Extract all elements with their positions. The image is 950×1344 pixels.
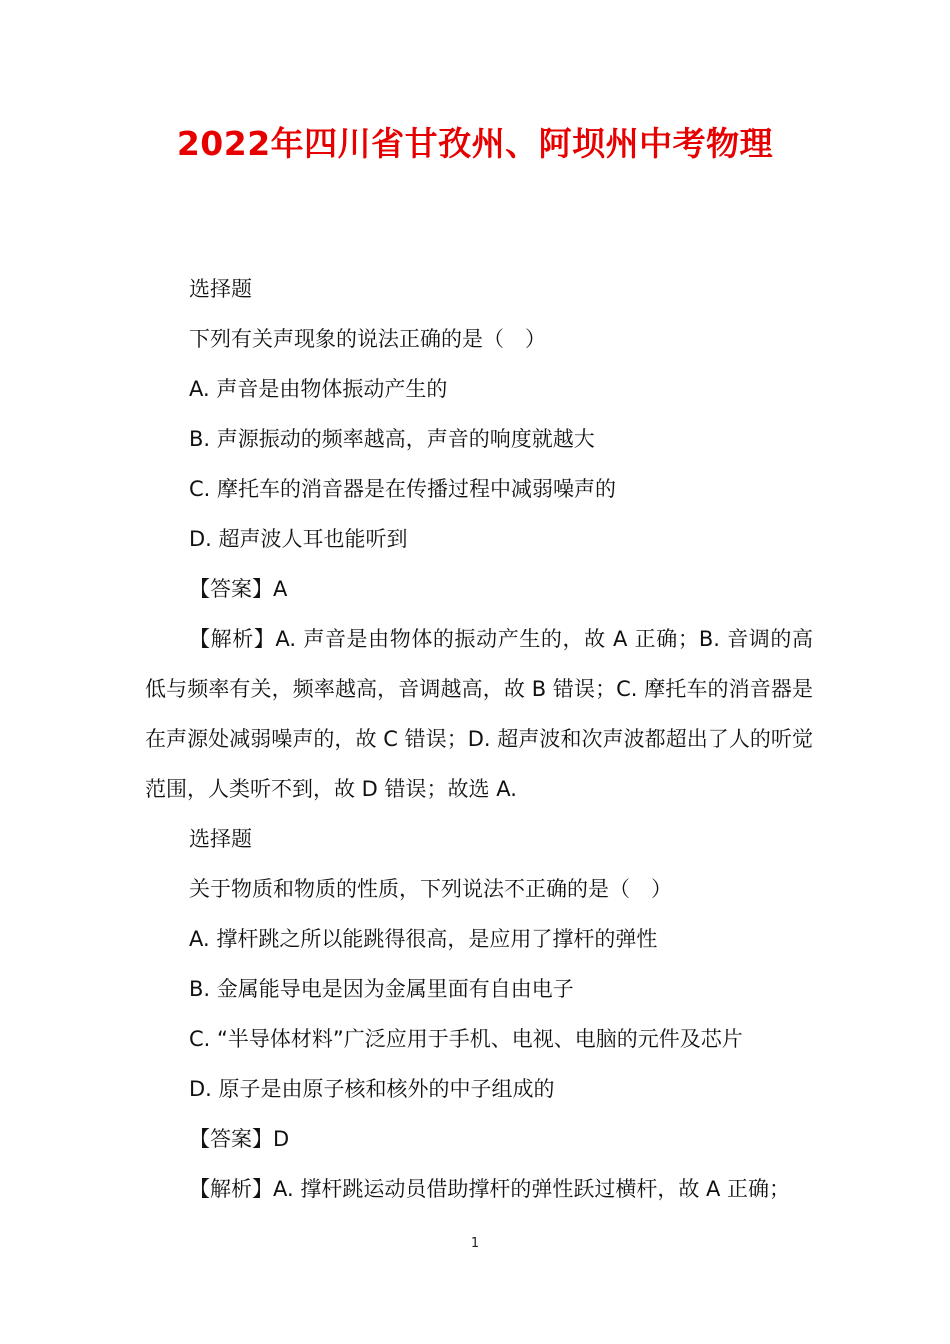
option-a: A. 声音是由物体振动产生的 — [189, 377, 448, 401]
document-body — [145, 264, 813, 1214]
question-type-label: 选择题 — [189, 277, 252, 301]
analysis: 【解析】A. 撑杆跳运动员借助撑杆的弹性跃过横杆，故 A 正确； — [189, 1177, 791, 1201]
option-d: D. 超声波人耳也能听到 — [189, 527, 408, 551]
document-title: 2022年四川省甘孜州、阿坝州中考物理 — [176, 124, 774, 163]
answer: 【答案】A — [189, 577, 288, 601]
option-c: C. 摩托车的消音器是在传播过程中减弱噪声的 — [189, 477, 617, 501]
option-b: B. 金属能导电是因为金属里面有自由电子 — [189, 977, 574, 1001]
page-number: 1 — [470, 1236, 480, 1251]
option-c: C. “半导体材料”广泛应用于手机、电视、电脑的元件及芯片 — [189, 1027, 743, 1051]
option-b: B. 声源振动的频率越高，声音的响度就越大 — [189, 427, 595, 451]
option-d: D. 原子是由原子核和核外的中子组成的 — [189, 1077, 555, 1101]
option-a: A. 撑杆跳之所以能跳得很高，是应用了撑杆的弹性 — [189, 927, 658, 951]
question-stem: 下列有关声现象的说法正确的是（ ） — [189, 327, 546, 351]
answer: 【答案】D — [189, 1127, 290, 1151]
analysis: 【解析】A. 声音是由物体的振动产生的，故 A 正确；B. 音调的高低与频率有关，频率越高，音调越高，故 B 错误；C. 摩托车的消音器是在声源处减弱噪声的，故 C 错误；D. 超声波和次声波都超出了人的听觉范围，人类听不到，故 D 错误；故选 A. — [145, 627, 813, 801]
question-stem: 关于物质和物质的性质，下列说法不正确的是（ ） — [189, 877, 672, 901]
question-type-label: 选择题 — [189, 827, 252, 851]
